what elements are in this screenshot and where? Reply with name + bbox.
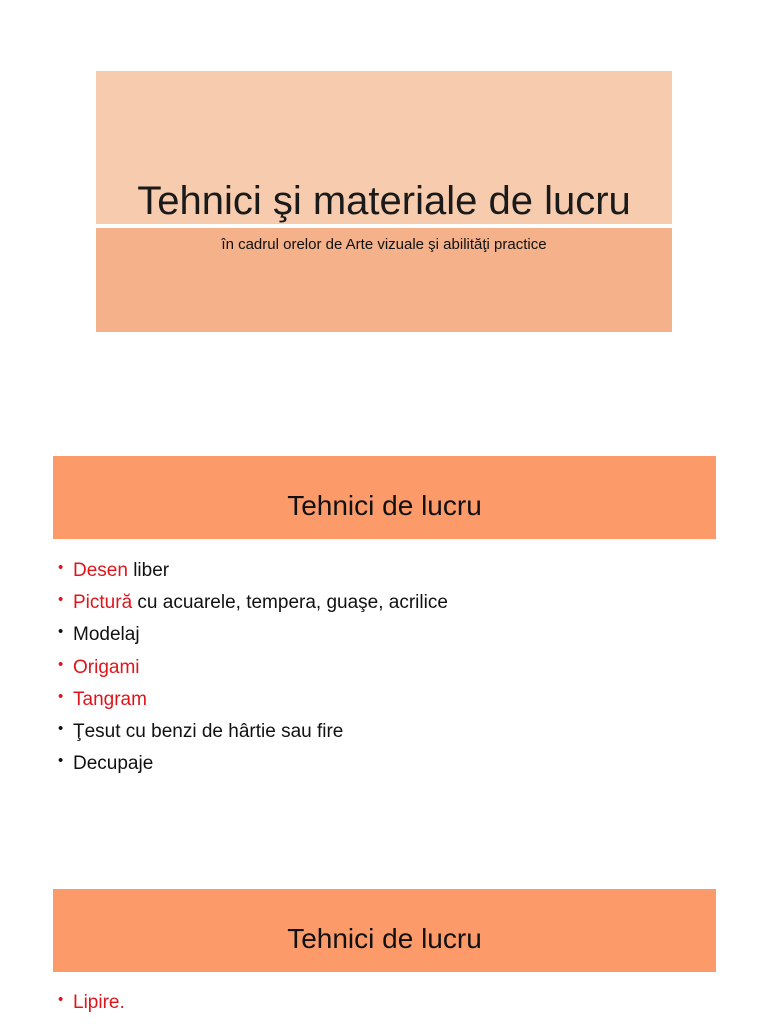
highlighted-term: Lipire. bbox=[73, 992, 125, 1013]
item-text: cu acuarele, tempera, guaşe, acrilice bbox=[132, 592, 448, 614]
slide-3-header: Tehnici de lucru bbox=[53, 889, 716, 972]
bullet-icon: • bbox=[58, 991, 64, 1008]
item-text: Decupaje bbox=[73, 753, 154, 775]
bullet-icon: • bbox=[58, 752, 64, 770]
item-text: Modelaj bbox=[73, 624, 140, 646]
highlighted-term: Pictură bbox=[73, 592, 133, 614]
list-item bbox=[58, 748, 448, 780]
bullet-icon: • bbox=[58, 591, 64, 609]
list-item bbox=[58, 619, 448, 651]
bullet-icon: • bbox=[58, 559, 64, 576]
bullet-icon: • bbox=[58, 623, 64, 641]
highlighted-term: Desen bbox=[73, 560, 128, 581]
list-item bbox=[58, 684, 448, 716]
bullet-icon: • bbox=[58, 687, 64, 705]
presentation-title: Tehnici şi materiale de lucru bbox=[137, 179, 631, 223]
highlighted-term: Tangram bbox=[73, 688, 147, 710]
slide-2-header: Tehnici de lucru bbox=[53, 456, 716, 539]
list-item bbox=[58, 555, 448, 587]
bullet-icon: • bbox=[58, 719, 64, 737]
slide-3-bullet-list bbox=[58, 987, 125, 1019]
list-item bbox=[58, 652, 448, 684]
list-item bbox=[58, 716, 448, 748]
list-item bbox=[58, 587, 448, 619]
highlighted-term: Origami bbox=[73, 656, 140, 678]
bullet-icon: • bbox=[58, 655, 64, 673]
presentation-subtitle: în cadrul orelor de Arte vizuale şi abilităţi practice bbox=[221, 236, 547, 253]
item-text: Ţesut cu benzi de hârtie sau fire bbox=[73, 720, 344, 742]
list-item bbox=[58, 987, 125, 1019]
item-text: liber bbox=[127, 560, 170, 581]
slide-2-bullet-list bbox=[58, 555, 448, 780]
